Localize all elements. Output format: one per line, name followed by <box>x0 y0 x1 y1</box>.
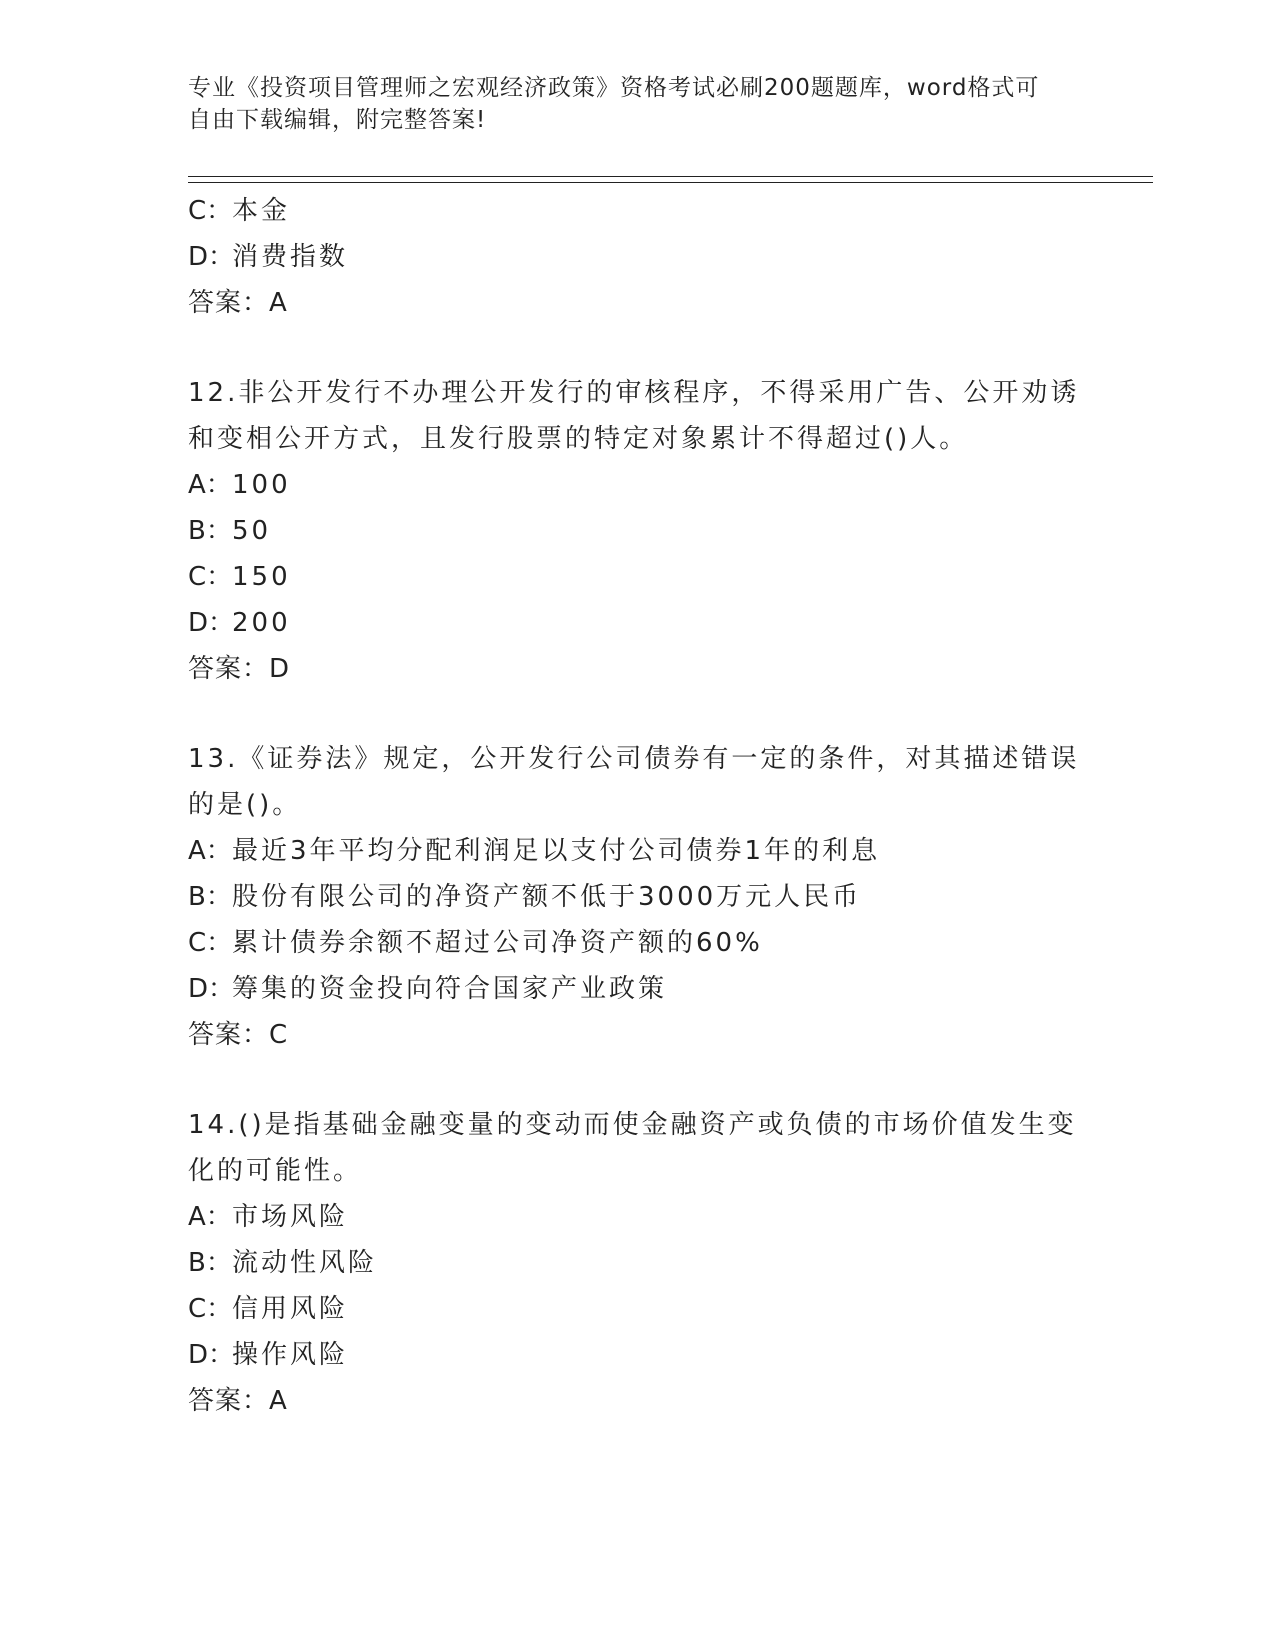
option-d <box>188 600 1088 646</box>
answer-line: 答案：C <box>188 1020 289 1050</box>
option-b <box>188 1240 1088 1286</box>
option-d <box>188 234 1088 280</box>
option-c <box>188 1286 1088 1332</box>
question-text-line-2: 和变相公开方式，且发行股票的特定对象累计不得超过()人。 <box>188 424 969 454</box>
option-key: C： <box>188 196 233 226</box>
question-text-line-1: 14.()是指基础金融变量的变动而使金融资产或负债的市场价值发生变 <box>188 1110 1077 1140</box>
option-key: D： <box>188 242 235 272</box>
option-key: D： <box>188 974 235 1004</box>
option-text: 累计债券余额不超过公司净资产额的60% <box>232 928 763 958</box>
option-text: 100 <box>232 470 291 500</box>
question-text-line-2: 的是()。 <box>188 790 302 820</box>
option-d <box>188 966 1088 1012</box>
option-text: 消费指数 <box>232 242 349 272</box>
option-text: 筹集的资金投向符合国家产业政策 <box>232 974 668 1004</box>
question-text-line-1: 13.《证券法》规定，公开发行公司债券有一定的条件，对其描述错误 <box>188 744 1080 774</box>
option-text: 市场风险 <box>232 1202 349 1232</box>
option-key: C： <box>188 1294 233 1324</box>
option-key: B： <box>188 516 232 546</box>
spacer <box>188 1058 1088 1102</box>
option-b <box>188 508 1088 554</box>
answer-line: 答案：D <box>188 654 291 684</box>
option-text: 最近3年平均分配利润足以支付公司债券1年的利息 <box>232 836 881 866</box>
header-rule-top <box>188 176 1153 177</box>
question-14 <box>188 1102 1088 1424</box>
option-key: A： <box>188 836 232 866</box>
question-13 <box>188 736 1088 1058</box>
option-key: D： <box>188 1340 235 1370</box>
option-b <box>188 874 1088 920</box>
option-c <box>188 188 1088 234</box>
option-text: 股份有限公司的净资产额不低于3000万元人民币 <box>232 882 862 912</box>
question-text-line-1: 12.非公开发行不办理公开发行的审核程序，不得采用广告、公开劝诱 <box>188 378 1080 408</box>
header-line-1: 专业《投资项目管理师之宏观经济政策》资格考试必刷200题题库，word格式可 <box>188 75 1040 101</box>
question-11-tail <box>188 188 1088 326</box>
option-text: 200 <box>232 608 291 638</box>
option-c <box>188 554 1088 600</box>
option-text: 信用风险 <box>232 1294 349 1324</box>
option-key: C： <box>188 928 233 958</box>
document-header <box>188 72 1088 136</box>
option-a <box>188 828 1088 874</box>
option-c <box>188 920 1088 966</box>
question-text-line-2: 化的可能性。 <box>188 1156 363 1186</box>
header-rule-bottom <box>188 182 1153 183</box>
question-list <box>188 188 1088 1424</box>
option-text: 操作风险 <box>232 1340 349 1370</box>
option-key: D： <box>188 608 235 638</box>
option-a <box>188 1194 1088 1240</box>
option-text: 150 <box>232 562 291 592</box>
spacer <box>188 326 1088 370</box>
option-d <box>188 1332 1088 1378</box>
spacer <box>188 692 1088 736</box>
option-text: 流动性风险 <box>232 1248 378 1278</box>
option-key: A： <box>188 1202 232 1232</box>
answer-line: 答案：A <box>188 288 288 318</box>
option-key: B： <box>188 1248 232 1278</box>
question-12 <box>188 370 1088 692</box>
option-key: B： <box>188 882 232 912</box>
answer-line: 答案：A <box>188 1386 288 1416</box>
option-key: C： <box>188 562 233 592</box>
option-a <box>188 462 1088 508</box>
option-text: 本金 <box>232 196 291 226</box>
header-line-2: 自由下载编辑，附完整答案! <box>188 107 487 133</box>
option-key: A： <box>188 470 232 500</box>
option-text: 50 <box>232 516 272 546</box>
